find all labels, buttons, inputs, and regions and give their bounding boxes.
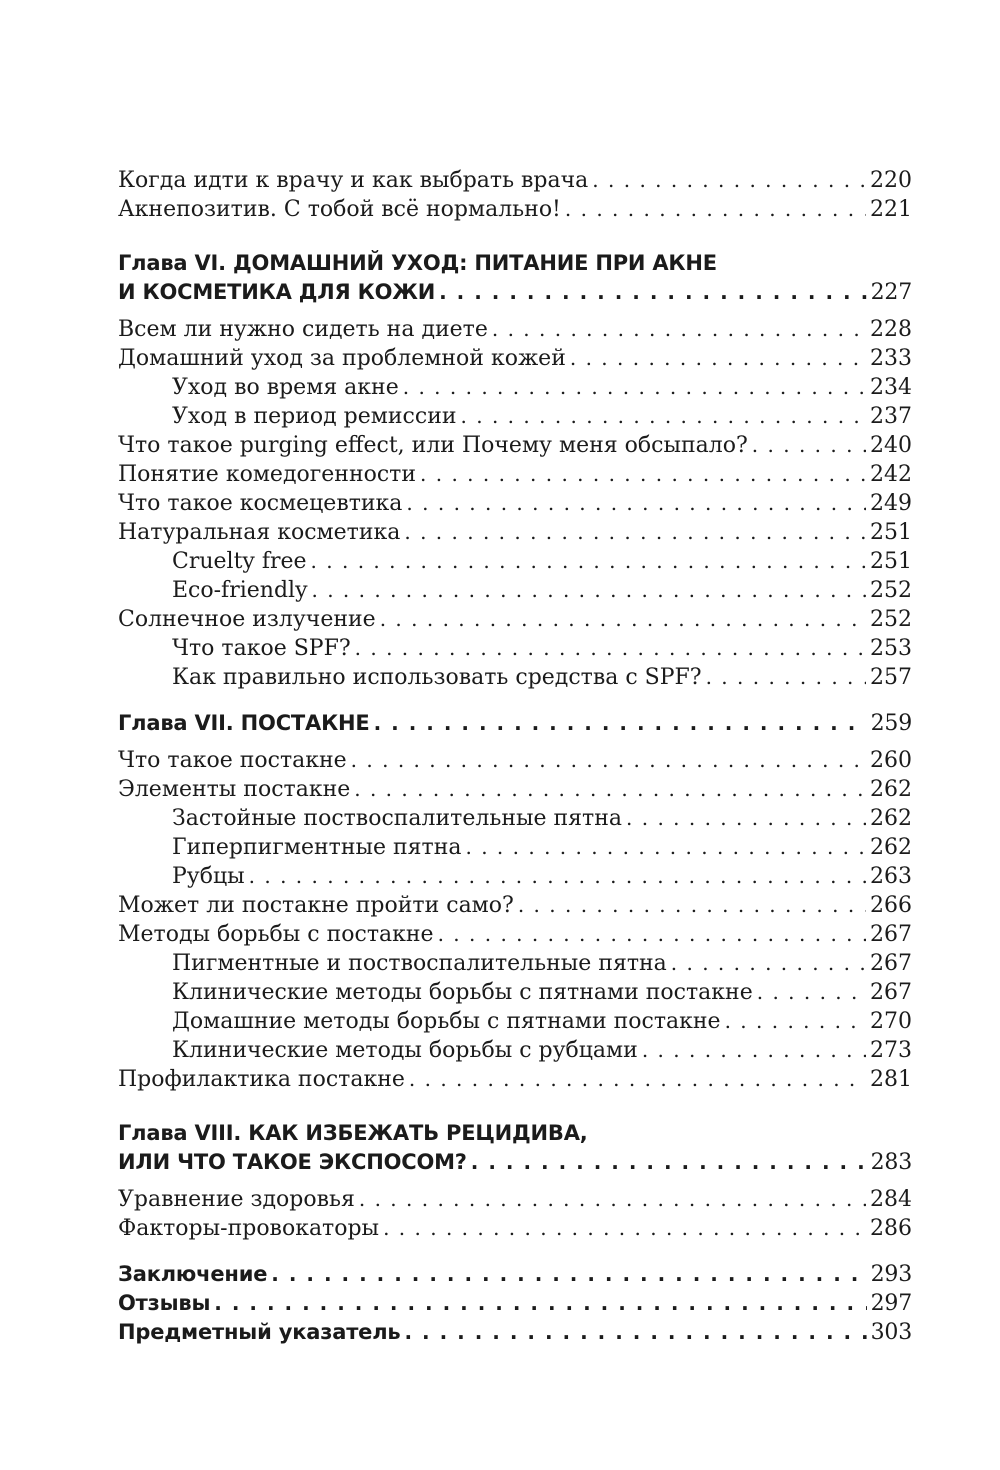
chapter-heading-line: Глава VIII. КАК ИЗБЕЖАТЬ РЕЦИДИВА,: [118, 1121, 588, 1145]
toc-entry-title: Натуральная косметика: [118, 520, 401, 545]
toc-entry: [118, 920, 912, 949]
toc-entry-title: Методы борьбы с постакне: [118, 922, 434, 947]
toc-entry-title: Профилактика постакне: [118, 1067, 405, 1092]
toc-entry: [118, 518, 912, 547]
dot-leader: [214, 1289, 866, 1318]
dot-leader: [406, 489, 866, 518]
toc-entry-page: 283: [870, 1150, 912, 1175]
toc-entry-title: Отзывы: [118, 1291, 211, 1315]
toc-subentry: [118, 833, 912, 862]
toc-entry-page: 249: [870, 491, 912, 516]
toc-entry: [118, 605, 912, 634]
dot-leader: [461, 402, 866, 431]
toc-entry-page: 220: [870, 168, 912, 193]
toc-entry-page: 262: [870, 777, 912, 802]
toc-subentry: [118, 949, 912, 978]
toc-subentry: [118, 1007, 912, 1036]
toc-entry: [118, 1185, 912, 1214]
toc-entry-title: Домашний уход за проблемной кожей: [118, 346, 566, 371]
toc-entry: [118, 166, 912, 195]
dot-leader: [404, 518, 866, 547]
toc-entry-title: Что такое космецевтика: [118, 491, 403, 516]
toc-entry-page: 233: [870, 346, 912, 371]
dot-leader: [466, 833, 867, 862]
toc-subentry: [118, 402, 912, 431]
toc-subentry: [118, 862, 912, 891]
dot-leader: [383, 1214, 866, 1243]
toc-entry-title: Рубцы: [172, 864, 245, 889]
toc-entry-title: Что такое purging effect, или Почему меня обсыпало?: [118, 433, 748, 458]
dot-leader: [374, 709, 867, 738]
toc-entry-page: 228: [870, 317, 912, 342]
dot-leader: [380, 605, 866, 634]
toc-entry-page: 303: [870, 1320, 912, 1345]
toc-entry-title: Понятие комедогенности: [118, 462, 417, 487]
toc-entry: [118, 460, 912, 489]
toc-entry: [118, 195, 912, 224]
toc-entry: [118, 489, 912, 518]
toc-entry-page: 267: [870, 922, 912, 947]
dot-leader: [359, 1185, 866, 1214]
toc-entry-title: Как правильно использовать средства с SPF?: [172, 665, 702, 690]
dot-leader: [351, 746, 866, 775]
toc-entry: [118, 891, 912, 920]
dot-leader: [570, 344, 866, 373]
toc-entry-page: 251: [870, 549, 912, 574]
toc-entry-page: 293: [870, 1262, 912, 1287]
toc-entry-page: 237: [870, 404, 912, 429]
toc-entry-title: Уравнение здоровья: [118, 1187, 355, 1212]
chapter-entry: [118, 278, 912, 307]
dot-leader: [752, 431, 866, 460]
table-of-contents: [118, 166, 912, 1347]
dot-leader: [420, 460, 866, 489]
toc-subentry: [118, 634, 912, 663]
chapter-entry: [118, 1148, 912, 1177]
toc-entry: [118, 1214, 912, 1243]
dot-leader: [403, 373, 866, 402]
toc-entry-page: 267: [870, 980, 912, 1005]
toc-entry-title: Клинические методы борьбы с пятнами постакне: [172, 980, 753, 1005]
dot-leader: [471, 1148, 867, 1177]
toc-entry: [118, 315, 912, 344]
toc-entry-title: Факторы-провокаторы: [118, 1216, 380, 1241]
toc-subentry: [118, 804, 912, 833]
toc-entry-page: 281: [870, 1067, 912, 1092]
dot-leader: [355, 634, 866, 663]
chapter-entry: [118, 709, 912, 738]
dot-leader: [626, 804, 866, 833]
toc-entry-page: 251: [870, 520, 912, 545]
toc-entry-title: Гиперпигментные пятна: [172, 835, 462, 860]
toc-entry-conclusion: [118, 1260, 912, 1289]
dot-leader: [271, 1260, 866, 1289]
dot-leader: [706, 663, 866, 692]
toc-subentry: [118, 663, 912, 692]
toc-entry: [118, 1065, 912, 1094]
toc-entry: [118, 775, 912, 804]
toc-entry-page: 297: [870, 1291, 912, 1316]
toc-entry-page: 260: [870, 748, 912, 773]
dot-leader: [518, 891, 866, 920]
toc-entry-title: Пигментные и поствоспалительные пятна: [172, 951, 667, 976]
toc-entry-page: 227: [870, 280, 912, 305]
dot-leader: [404, 1318, 866, 1347]
toc-entry-title: ИЛИ ЧТО ТАКОЕ ЭКСПОСОМ?: [118, 1150, 467, 1174]
toc-entry-page: 234: [870, 375, 912, 400]
toc-entry-page: 286: [870, 1216, 912, 1241]
dot-leader: [592, 166, 866, 195]
toc-entry: [118, 431, 912, 460]
toc-entry-page: 242: [870, 462, 912, 487]
toc-entry-page: 273: [870, 1038, 912, 1063]
toc-entry-title: Клинические методы борьбы с рубцами: [172, 1038, 638, 1063]
dot-leader: [671, 949, 866, 978]
toc-entry-title: Заключение: [118, 1262, 268, 1286]
toc-entry-page: 252: [870, 607, 912, 632]
toc-entry-page: 221: [870, 197, 912, 222]
dot-leader: [409, 1065, 866, 1094]
dot-leader: [492, 315, 866, 344]
toc-entry-page: 267: [870, 951, 912, 976]
toc-subentry: [118, 576, 912, 605]
dot-leader: [354, 775, 866, 804]
dot-leader: [249, 862, 866, 891]
toc-entry-page: 240: [870, 433, 912, 458]
toc-entry-page: 252: [870, 578, 912, 603]
toc-entry-reviews: [118, 1289, 912, 1318]
toc-entry-title: Может ли постакне пройти само?: [118, 893, 514, 918]
toc-entry-page: 266: [870, 893, 912, 918]
toc-entry-title: Элементы постакне: [118, 777, 351, 802]
toc-entry-title: Глава VII. ПОСТАКНЕ: [118, 711, 370, 735]
toc-entry-page: 253: [870, 636, 912, 661]
toc-entry-page: 263: [870, 864, 912, 889]
dot-leader: [438, 920, 866, 949]
toc-entry-title: Что такое постакне: [118, 748, 347, 773]
dot-leader: [642, 1036, 866, 1065]
toc-entry: [118, 344, 912, 373]
toc-entry-page: 270: [870, 1009, 912, 1034]
toc-entry-title: Предметный указатель: [118, 1320, 401, 1344]
toc-entry: [118, 746, 912, 775]
dot-leader: [312, 576, 867, 605]
toc-entry-title: Застойные поствоспалительные пятна: [172, 806, 623, 831]
toc-entry-page: 262: [870, 806, 912, 831]
toc-entry-title: И КОСМЕТИКА ДЛЯ КОЖИ: [118, 280, 436, 304]
chapter-heading-line: Глава VI. ДОМАШНИЙ УХОД: ПИТАНИЕ ПРИ АКНЕ: [118, 251, 717, 275]
toc-subentry: [118, 373, 912, 402]
toc-entry-title: Всем ли нужно сидеть на диете: [118, 317, 488, 342]
toc-entry-index: [118, 1318, 912, 1347]
toc-entry-page: 257: [870, 665, 912, 690]
toc-entry-title: Домашние методы борьбы с пятнами постакне: [172, 1009, 721, 1034]
dot-leader: [725, 1007, 866, 1036]
toc-entry-title: Акнепозитив. С тобой всё нормально!: [118, 197, 561, 222]
dot-leader: [565, 195, 866, 224]
toc-subentry: [118, 1036, 912, 1065]
toc-entry-page: 259: [870, 711, 912, 736]
toc-entry-page: 284: [870, 1187, 912, 1212]
toc-entry-title: Cruelty free: [172, 549, 307, 574]
toc-entry-title: Уход в период ремиссии: [172, 404, 457, 429]
dot-leader: [757, 978, 866, 1007]
toc-entry-title: Когда идти к врачу и как выбрать врача: [118, 168, 589, 193]
toc-subentry: [118, 978, 912, 1007]
toc-entry-title: Солнечное излучение: [118, 607, 376, 632]
dot-leader: [439, 278, 866, 307]
toc-subentry: [118, 547, 912, 576]
toc-entry-title: Уход во время акне: [172, 375, 399, 400]
toc-entry-page: 262: [870, 835, 912, 860]
dot-leader: [311, 547, 866, 576]
toc-entry-title: Что такое SPF?: [172, 636, 351, 661]
toc-entry-title: Eco-friendly: [172, 578, 308, 603]
